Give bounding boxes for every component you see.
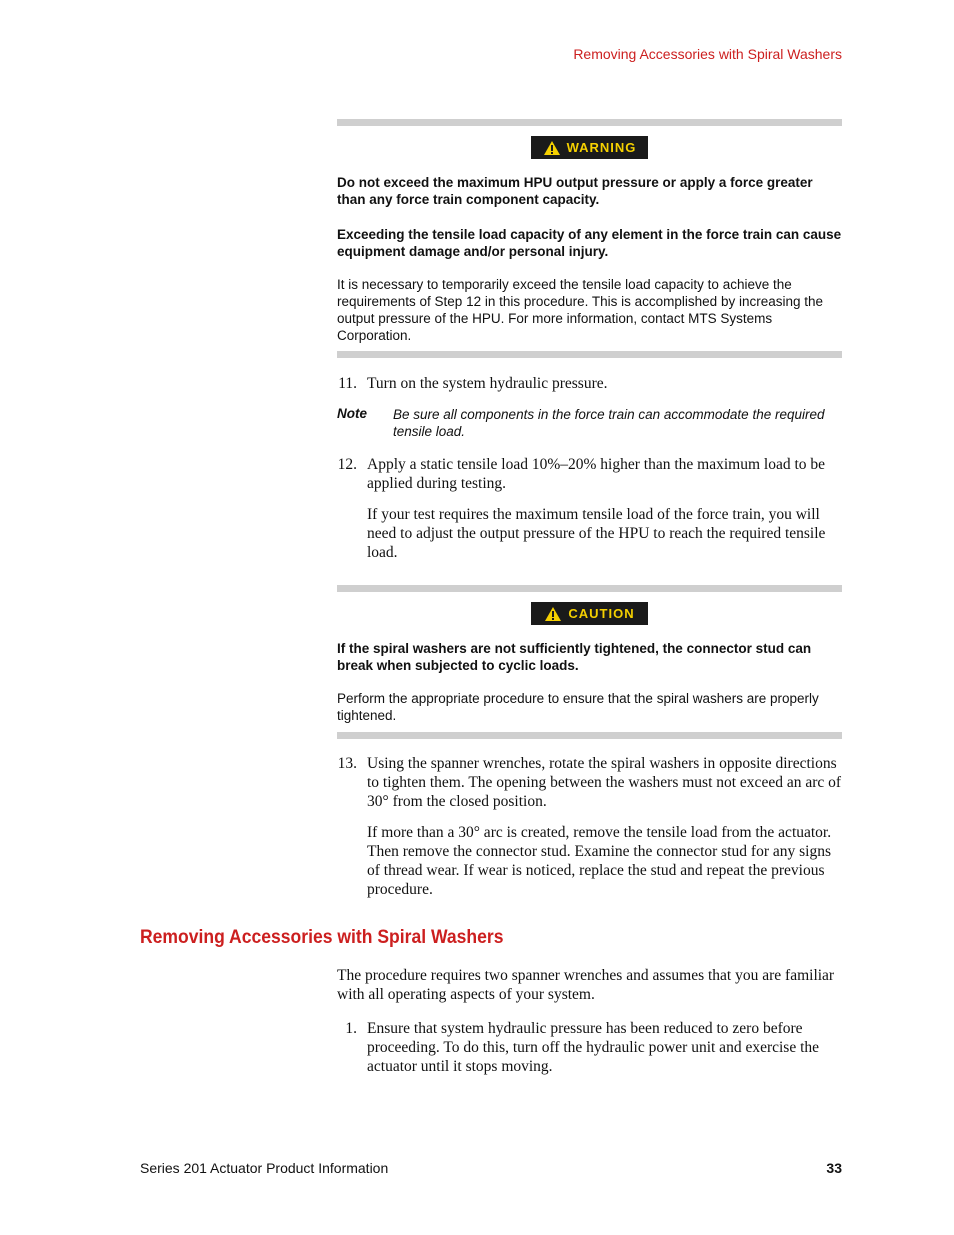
caution-bottom-rule	[337, 732, 842, 739]
warning-bottom-rule	[337, 351, 842, 358]
step-13-paragraph: If more than a 30° arc is created, remove the tensile load from the actuator. Then remove the connector stud. Examine the connector stud for any signs of thread wear. If wear is noticed, replace the stud and repeat the previous procedure.	[367, 824, 832, 898]
step-13-number: 13.	[337, 755, 357, 772]
caution-body-text: Perform the appropriate procedure to ensure that the spiral washers are properly tightened.	[337, 691, 819, 723]
note-text: Be sure all components in the force train can accommodate the required tensile load.	[393, 407, 825, 439]
warning-top-rule	[337, 119, 842, 126]
step-12-text: Apply a static tensile load 10%–20% higher than the maximum load to be applied during testing.	[367, 456, 826, 492]
caution-top-rule	[337, 585, 842, 592]
running-header: Removing Accessories with Spiral Washers	[573, 46, 842, 62]
caution-bold-text: If the spiral washers are not sufficiently tightened, the connector stud can break when subjected to cyclic loads.	[337, 641, 812, 673]
warning-badge	[531, 136, 648, 159]
page-number: 33	[826, 1160, 842, 1176]
step-12-number: 12.	[337, 456, 357, 473]
caution-badge	[531, 602, 648, 625]
footer-doc-title: Series 201 Actuator Product Information	[140, 1160, 389, 1176]
step-1-number: 1.	[345, 1020, 357, 1037]
warning-triangle-icon	[543, 140, 561, 156]
warning-body-text: It is necessary to temporarily exceed the tensile load capacity to achieve the requirements of Step 12 in this procedure. This is accomplished by increasing the output pressure of the HPU. For more information, contact MTS Systems Corporation.	[337, 277, 824, 343]
warning-bold-text-2: Exceeding the tensile load capacity of any element in the force train can cause equipment damage and/or personal injury.	[337, 227, 842, 259]
step-11-text: Turn on the system hydraulic pressure.	[367, 375, 608, 392]
warning-label: WARNING	[566, 140, 637, 155]
note-label: Note	[337, 406, 367, 421]
step-13-text: Using the spanner wrenches, rotate the spiral washers in opposite directions to tighten them. The opening between the washers must not exceed an arc of 30° from the closed position.	[367, 755, 842, 810]
warning-bold-text-1: Do not exceed the maximum HPU output pressure or apply a force greater than any force train component capacity.	[337, 175, 813, 207]
step-11-number: 11.	[338, 375, 357, 392]
section-heading: Removing Accessories with Spiral Washers	[140, 926, 504, 948]
caution-label: CAUTION	[568, 606, 635, 621]
caution-triangle-icon	[544, 606, 562, 622]
step-1-text: Ensure that system hydraulic pressure has been reduced to zero before proceeding. To do this, turn off the hydraulic power unit and exercise the actuator until it stops moving.	[367, 1020, 820, 1075]
step-12-paragraph: If your test requires the maximum tensile load of the force train, you will need to adjust the output pressure of the HPU to reach the required tensile load.	[367, 506, 826, 561]
section-intro: The procedure requires two spanner wrenches and assumes that you are familiar with all operating aspects of your system.	[337, 967, 835, 1003]
